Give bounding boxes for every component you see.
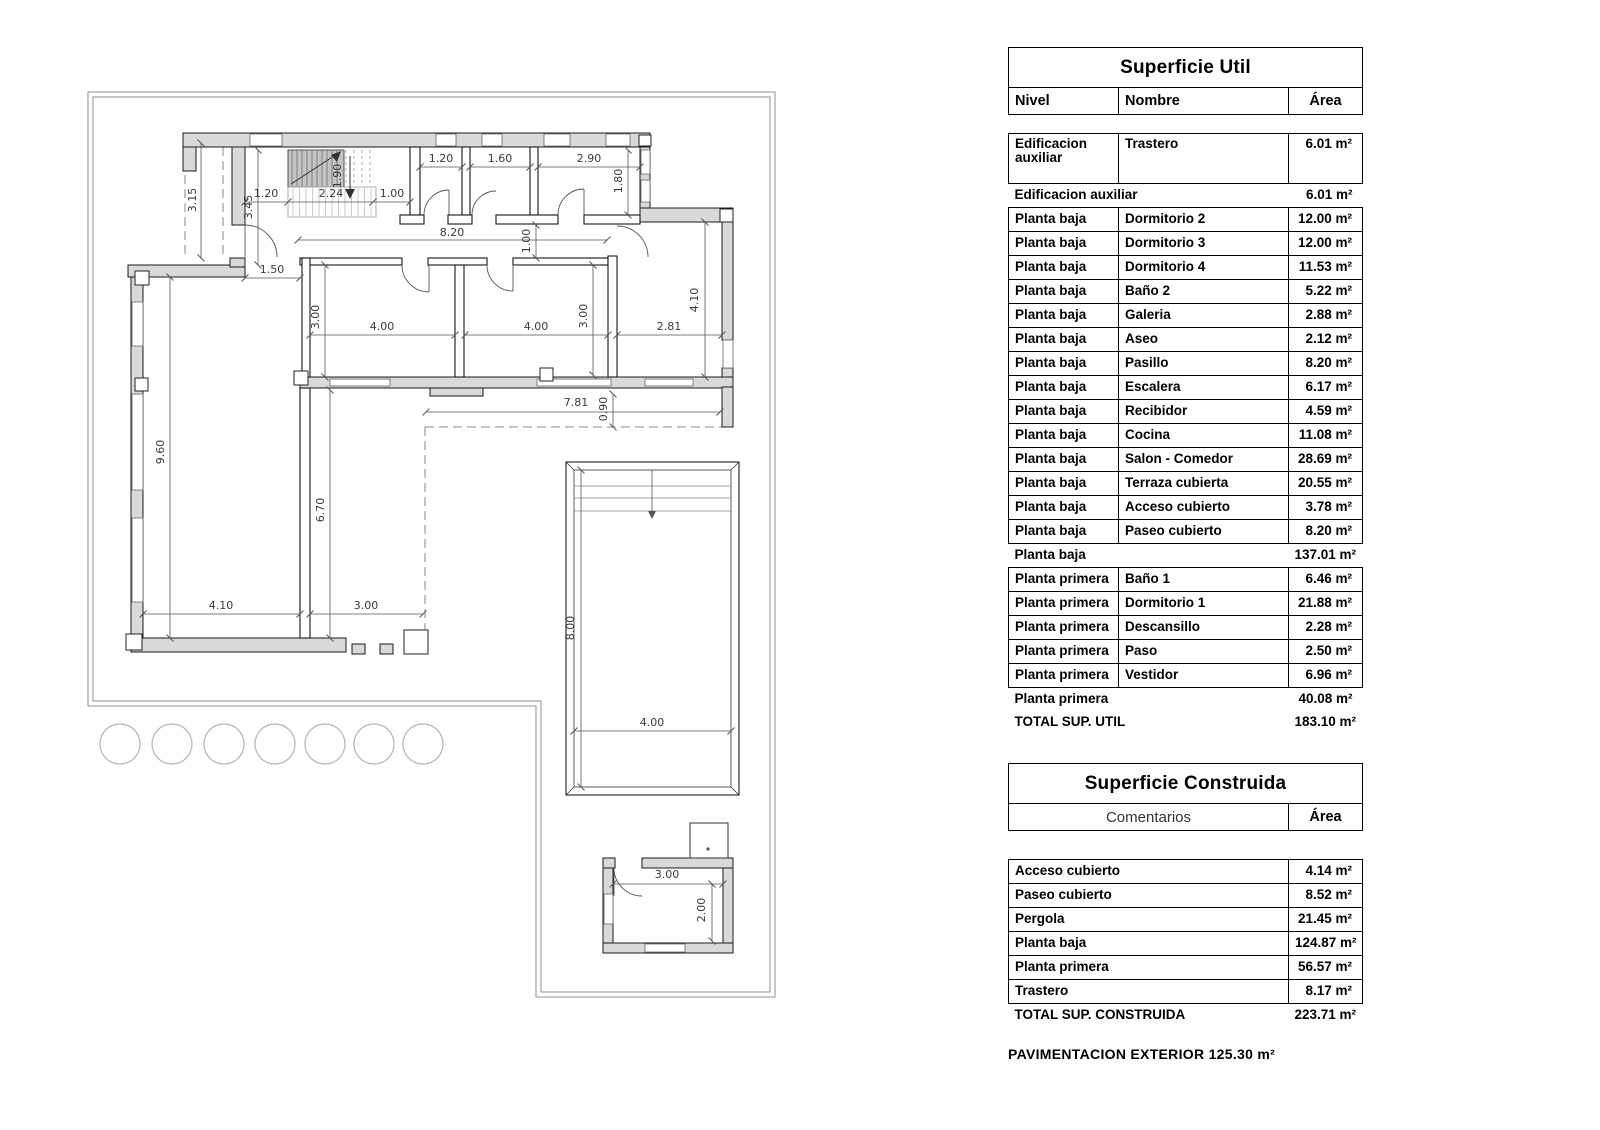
dimension-label: 3.00 [353, 599, 379, 612]
cell-level: Planta baja [1009, 280, 1119, 304]
cell-name: Recibidor [1119, 400, 1289, 424]
cell-area: 2.28 m² [1289, 616, 1363, 640]
cell-level: Planta primera [1009, 640, 1119, 664]
dimension-label: 1.20 [428, 152, 454, 165]
dimension-label: 9.60 [154, 439, 167, 465]
table-row [1009, 592, 1363, 616]
cell-name: Trastero [1119, 134, 1289, 184]
cell-area: 8.52 m² [1289, 884, 1363, 908]
table-row [1009, 860, 1363, 884]
dimension-label: 1.00 [520, 228, 533, 254]
cell-name: Dormitorio 1 [1119, 592, 1289, 616]
cell-level: Planta baja [1009, 352, 1119, 376]
superficie-construida-table [1008, 763, 1363, 1027]
table-row [1009, 544, 1363, 568]
superficie-util-rows [1008, 133, 1363, 734]
superficie-construida-header [1008, 763, 1363, 831]
dimension-label: 4.10 [688, 287, 701, 313]
cell-name: Dormitorio 3 [1119, 232, 1289, 256]
cell-name: Baño 1 [1119, 568, 1289, 592]
dimension-label: 1.00 [379, 187, 405, 200]
cell-label: Edificacion auxiliar [1014, 187, 1138, 203]
table-row [1009, 1004, 1363, 1028]
cell-area: 20.55 m² [1289, 472, 1363, 496]
cell-area: 8.20 m² [1289, 520, 1363, 544]
dimension-label: 3.00 [654, 868, 680, 881]
table-row [1009, 232, 1363, 256]
cell-area: 12.00 m² [1289, 208, 1363, 232]
cell-area: 2.12 m² [1289, 328, 1363, 352]
dimension-label: 4.00 [523, 320, 549, 333]
table-row [1009, 184, 1363, 208]
column-header-area: Área [1289, 804, 1363, 831]
cell-area: 5.22 m² [1289, 280, 1363, 304]
table-row [1009, 208, 1363, 232]
table-row [1009, 376, 1363, 400]
cell-area: 12.00 m² [1289, 232, 1363, 256]
table-row [1009, 616, 1363, 640]
cell-level: Planta baja [1009, 328, 1119, 352]
dimension-label: 8.00 [564, 615, 577, 641]
cell-level: Planta primera [1009, 592, 1119, 616]
table-row [1009, 472, 1363, 496]
cell-area: 4.59 m² [1289, 400, 1363, 424]
dimension-label: 1.50 [259, 263, 285, 276]
cell-area: 21.88 m² [1289, 592, 1363, 616]
table-title: Superficie Util [1009, 48, 1363, 88]
dimension-label: 3.45 [242, 194, 255, 220]
table-row [1009, 424, 1363, 448]
dimension-label: 4.00 [639, 716, 665, 729]
cell-area: 2.50 m² [1289, 640, 1363, 664]
swimming-pool [566, 462, 739, 795]
cell-area: 137.01 m² [1294, 547, 1357, 563]
cell-name: Vestidor [1119, 664, 1289, 688]
table-row [1009, 448, 1363, 472]
cell-level: Planta baja [1009, 448, 1119, 472]
cell-area: 183.10 m² [1294, 714, 1357, 730]
table-row [1009, 496, 1363, 520]
cell-area: 8.20 m² [1289, 352, 1363, 376]
cell-level: Planta primera [1009, 568, 1119, 592]
cell-area: 6.46 m² [1289, 568, 1363, 592]
column-header-nombre: Nombre [1119, 88, 1289, 115]
cell-area: 11.08 m² [1289, 424, 1363, 448]
table-row [1009, 956, 1363, 980]
dimension-label: 2.90 [576, 152, 602, 165]
dimension-label: 4.10 [208, 599, 234, 612]
cell-label: Planta primera [1014, 691, 1109, 707]
table-row [1009, 932, 1363, 956]
table-row [1009, 568, 1363, 592]
table-row [1009, 520, 1363, 544]
cell-level: Edificacion auxiliar [1009, 134, 1119, 184]
table-row [1009, 134, 1363, 184]
cell-area: 21.45 m² [1289, 908, 1363, 932]
cell-level: Planta baja [1009, 400, 1119, 424]
cell-area: 6.96 m² [1289, 664, 1363, 688]
cell-area: 6.01 m² [1305, 187, 1353, 203]
cell-level: Planta baja [1009, 304, 1119, 328]
cell-area: 11.53 m² [1289, 256, 1363, 280]
dimension-label: 1.20 [253, 187, 279, 200]
column-header-nivel: Nivel [1009, 88, 1119, 115]
cell-level: Planta baja [1009, 472, 1119, 496]
cell-label: Planta primera [1009, 956, 1289, 980]
cell-level: Planta baja [1009, 208, 1119, 232]
cell-area: 124.87 m² [1289, 932, 1363, 956]
cell-area: 8.17 m² [1289, 980, 1363, 1004]
cell-area: 2.88 m² [1289, 304, 1363, 328]
cell-area: 6.01 m² [1289, 134, 1363, 184]
table-row [1009, 280, 1363, 304]
cell-label: Planta baja [1014, 547, 1086, 563]
table-row [1009, 352, 1363, 376]
dimension-label: 8.20 [439, 226, 465, 239]
cell-name: Descansillo [1119, 616, 1289, 640]
cell-level: Planta baja [1009, 232, 1119, 256]
dimension-label: 3.00 [309, 304, 322, 330]
dimension-label: 1.60 [487, 152, 513, 165]
table-row [1009, 908, 1363, 932]
cell-name: Cocina [1119, 424, 1289, 448]
dimension-label: 7.81 [563, 396, 589, 409]
dimension-label: 0.90 [597, 396, 610, 422]
cell-name: Escalera [1119, 376, 1289, 400]
cell-area: 3.78 m² [1289, 496, 1363, 520]
cell-label: Trastero [1009, 980, 1289, 1004]
dimension-label: 6.70 [314, 497, 327, 523]
cell-name: Acceso cubierto [1119, 496, 1289, 520]
table-row [1009, 664, 1363, 688]
dimension-label: 1.90 [331, 163, 344, 189]
cell-name: Pasillo [1119, 352, 1289, 376]
table-row [1009, 328, 1363, 352]
table-row [1009, 304, 1363, 328]
cell-name: Baño 2 [1119, 280, 1289, 304]
table-row [1009, 400, 1363, 424]
table-row [1009, 640, 1363, 664]
cell-level: Planta baja [1009, 376, 1119, 400]
cell-label: Paseo cubierto [1009, 884, 1289, 908]
cell-level: Planta primera [1009, 664, 1119, 688]
dimension-label: 2.00 [695, 897, 708, 923]
dimension-label: 3.00 [577, 303, 590, 329]
cell-area: 6.17 m² [1289, 376, 1363, 400]
cell-name: Salon - Comedor [1119, 448, 1289, 472]
cell-label: TOTAL SUP. CONSTRUIDA [1014, 1007, 1186, 1023]
cell-area: 56.57 m² [1289, 956, 1363, 980]
cell-label: Pergola [1009, 908, 1289, 932]
cell-label: Planta baja [1009, 932, 1289, 956]
cell-level: Planta baja [1009, 424, 1119, 448]
cell-name: Terraza cubierta [1119, 472, 1289, 496]
cell-name: Galeria [1119, 304, 1289, 328]
cell-name: Paso [1119, 640, 1289, 664]
cell-label: Acceso cubierto [1009, 860, 1289, 884]
cell-level: Planta baja [1009, 496, 1119, 520]
dimension-label: 4.00 [369, 320, 395, 333]
cell-area: 28.69 m² [1289, 448, 1363, 472]
cell-label: TOTAL SUP. UTIL [1014, 714, 1126, 730]
table-title: Superficie Construida [1009, 764, 1363, 804]
cell-name: Aseo [1119, 328, 1289, 352]
cell-level: Planta baja [1009, 520, 1119, 544]
dimension-label: 2.24 [318, 187, 344, 200]
cell-area: 4.14 m² [1289, 860, 1363, 884]
cell-area: 223.71 m² [1294, 1007, 1357, 1023]
cell-level: Planta baja [1009, 256, 1119, 280]
table-row [1009, 711, 1363, 734]
dimension-label: 1.80 [612, 168, 625, 194]
dimension-label: 2.81 [656, 320, 682, 333]
column-header-area: Área [1289, 88, 1363, 115]
cell-level: Planta primera [1009, 616, 1119, 640]
superficie-construida-rows [1008, 859, 1363, 1027]
storage-building [603, 823, 733, 953]
table-row [1009, 256, 1363, 280]
landscape-circles [100, 724, 443, 764]
superficie-util-header [1008, 47, 1363, 115]
cell-name: Dormitorio 4 [1119, 256, 1289, 280]
dimension-label: 3.15 [186, 187, 199, 213]
superficie-util-table [1008, 47, 1363, 734]
table-row [1009, 688, 1363, 712]
column-header-comentarios: Comentarios [1009, 804, 1289, 831]
cell-name: Paseo cubierto [1119, 520, 1289, 544]
table-row [1009, 980, 1363, 1004]
cell-area: 40.08 m² [1298, 691, 1353, 707]
cell-name: Dormitorio 2 [1119, 208, 1289, 232]
exterior-paving-note: PAVIMENTACION EXTERIOR 125.30 m² [1008, 1046, 1276, 1062]
table-row [1009, 884, 1363, 908]
